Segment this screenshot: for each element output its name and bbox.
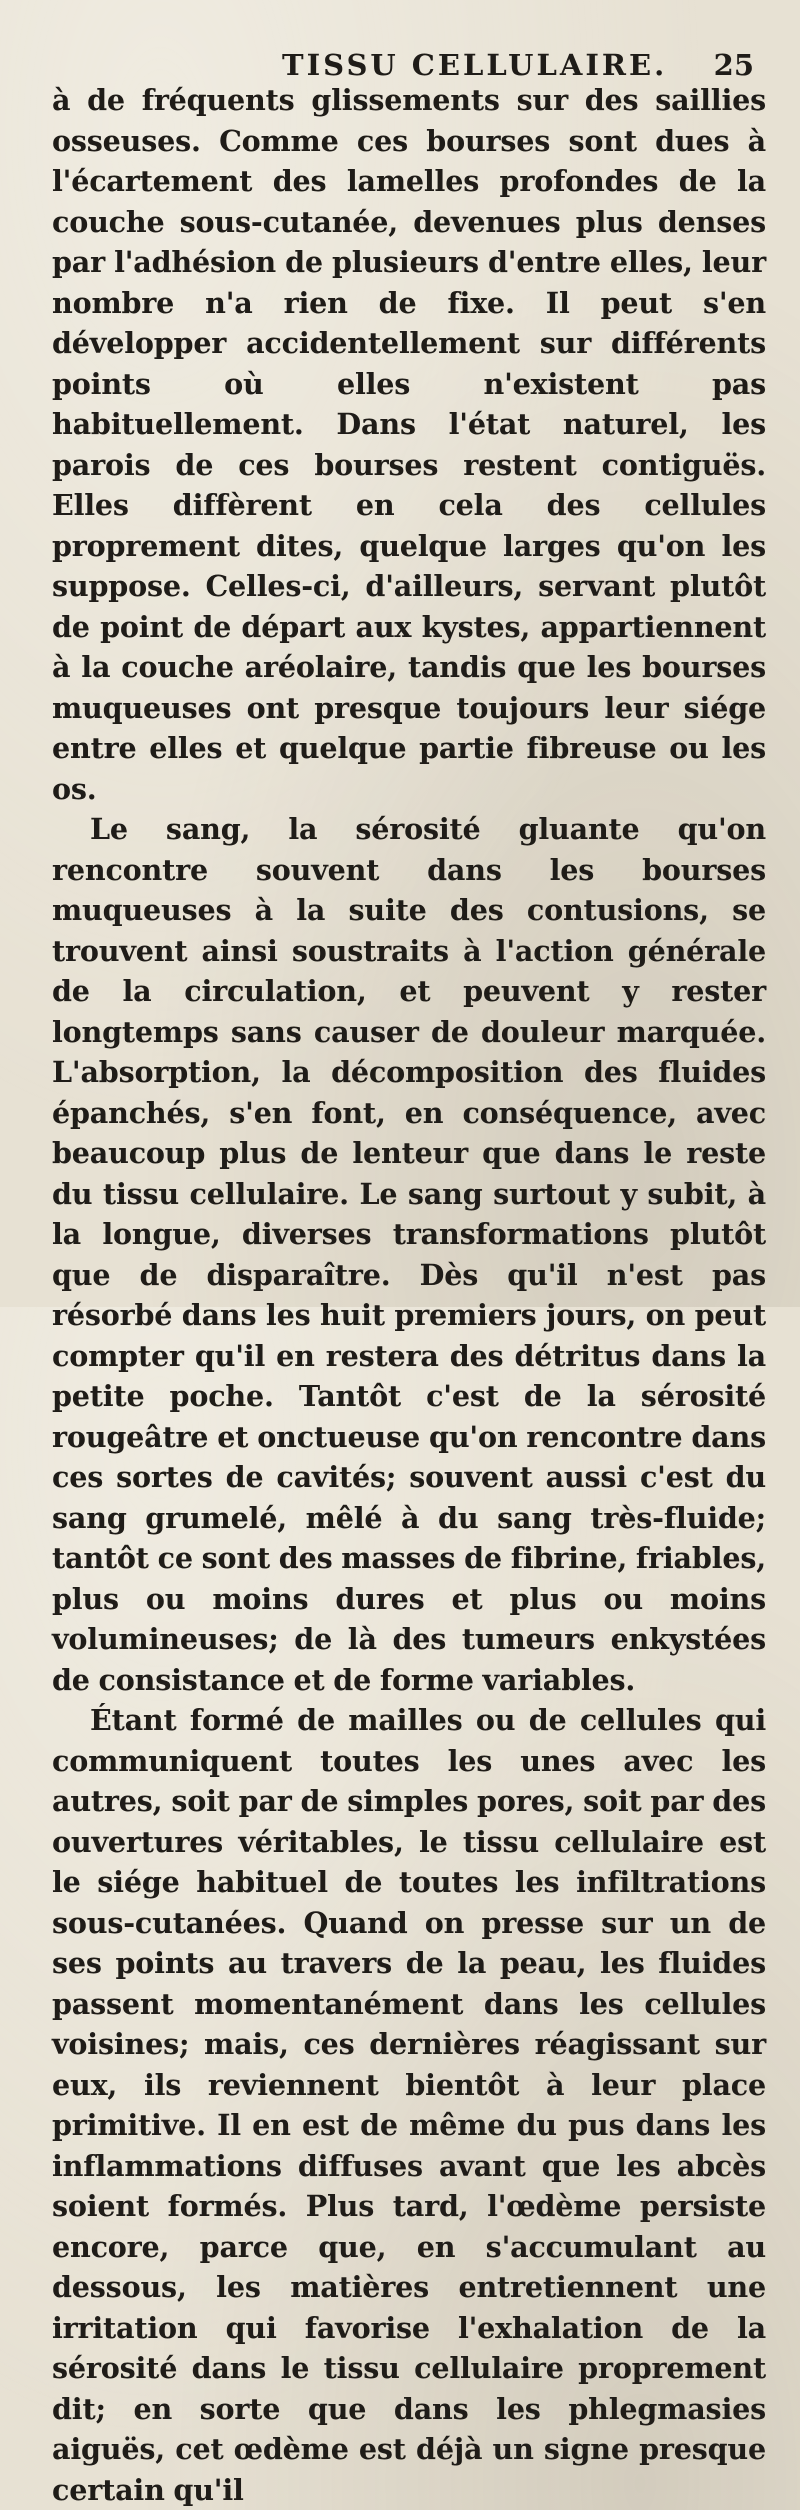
page-number: 25	[713, 48, 754, 82]
body-text	[52, 80, 766, 2510]
paragraph-blood-serosity: Le sang, la sérosité gluante qu'on rencontre souvent dans les bourses muqueuses à la suite des contusions, se trouvent ainsi soustraits à l'action générale de la circulation, et peuvent y rester longtemps sans causer de douleur marquée. L'absorption, la décomposition des fluides épanchés, s'en font, en conséquence, avec beaucoup plus de lenteur que dans le reste du tissu cellulaire. Le sang surtout y subit, à la longue, diverses transformations plutôt que de disparaître. Dès qu'il n'est pas résorbé dans les huit premiers jours, on peut compter qu'il en restera des détritus dans la petite poche. Tantôt c'est de la sérosité rougeâtre et onctueuse qu'on rencontre dans ces sortes de cavités; souvent aussi c'est du sang grumelé, mêlé à du sang très-fluide; tantôt ce sont des masses de fibrine, friables, plus ou moins dures et plus ou moins volumineuses; de là des tumeurs enkystées de consistance et de forme variables.	[52, 812, 766, 1697]
paragraph-continuation: à de fréquents glissements sur des saillies osseuses. Comme ces bourses sont dues à l'écartement des lamelles profondes de la couche sous-cutanée, devenues plus denses par l'adhésion de plusieurs d'entre elles, leur nombre n'a rien de fixe. Il peut s'en développer accidentellement sur différents points où elles n'existent pas habituellement. Dans l'état naturel, les parois de ces bourses restent contiguës. Elles diffèrent en cela des cellules proprement dites, quelque larges qu'on les suppose. Celles-ci, d'ailleurs, servant plutôt de point de départ aux kystes, appartiennent à la couche aréolaire, tandis que les bourses muqueuses ont presque toujours leur siége entre elles et quelque partie fibreuse ou les os.	[52, 83, 766, 806]
running-header	[52, 0, 766, 80]
paragraph-infiltrations: Étant formé de mailles ou de cellules qui communiquent toutes les unes avec les autres, soit par de simples pores, soit par des ouvertures véritables, le tissu cellulaire est le siége habituel de toutes les infiltrations sous-cutanées. Quand on presse sur un de ses points au travers de la peau, les fluides passent momentanément dans les cellules voisines; mais, ces dernières réagissant sur eux, ils reviennent bientôt à leur place primitive. Il en est de même du pus dans les inflammations diffuses avant que les abcès soient formés. Plus tard, l'œdème persiste encore, parce que, en s'accumulant au dessous, les matières entretiennent une irritation qui favorise l'exhalation de la sérosité dans le tissu cellulaire proprement dit; en sorte que dans les phlegmasies aiguës, cet œdème est déjà un signe presque certain qu'il	[52, 1703, 766, 2507]
running-title: TISSU CELLULAIRE.	[282, 48, 668, 82]
